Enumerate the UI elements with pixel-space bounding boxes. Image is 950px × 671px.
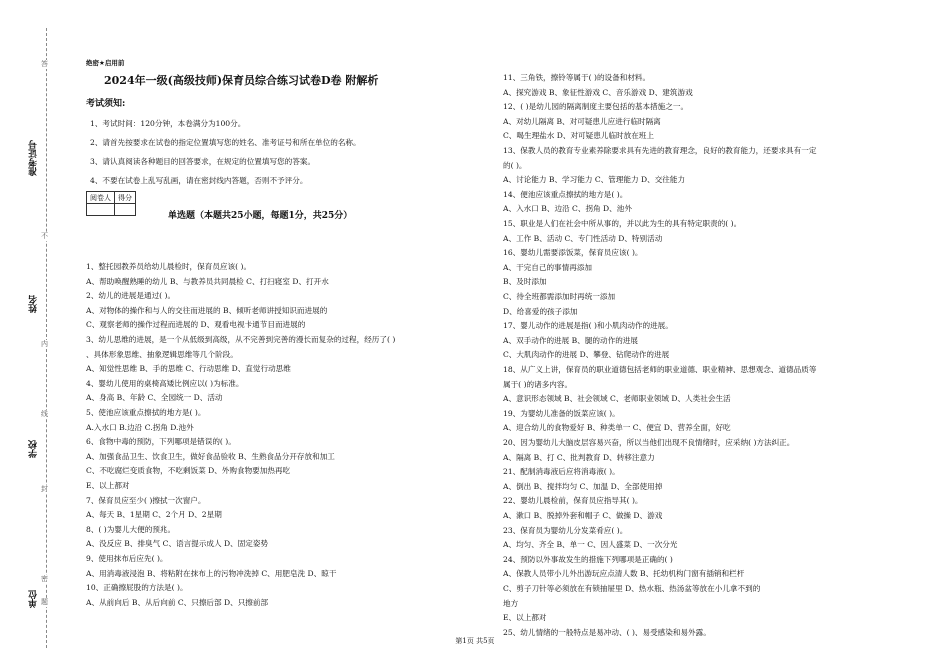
question-line: 10、正确擦屁股的方法是( )。 bbox=[86, 583, 188, 593]
question-line: 属于( )的诸多内容。 bbox=[503, 379, 573, 389]
question-line: A、对幼儿隔离 B、对可疑患儿应进行临时隔离 bbox=[503, 116, 661, 126]
question-line: 16、婴幼儿需要添饭菜，保育员应该( )。 bbox=[503, 248, 643, 258]
question-line: C、不吃腐烂变质食物，不吃剩饭菜 D、外购食物要加热再吃 bbox=[86, 466, 291, 476]
question-line: A、知觉性思维 B、手的思维 C、行动思维 D、直觉行动思维 bbox=[86, 364, 291, 374]
question-line: A.入水口 B.边沿 C.拐角 D.池外 bbox=[86, 422, 194, 432]
question-line: 24、预防以外事故发生的措施下列哪项是正确的( ) bbox=[503, 554, 673, 564]
notice-item: 2、请首先按要求在试卷的指定位置填写您的姓名、准考证号和所在单位的名称。 bbox=[90, 138, 361, 147]
question-line: 5、使池应该重点擦拭的地方是( )。 bbox=[86, 408, 206, 417]
question-line: 8、( )为婴儿大便的预兆。 bbox=[86, 524, 176, 534]
question-line: A、没反应 B、排臭气 C、语言提示成人 D、固定姿势 bbox=[86, 539, 269, 549]
question-line: 4、婴幼儿使用的桌椅高矮比例应以( )为标准。 bbox=[86, 378, 244, 388]
question-line: A、入水口 B、边沿 C、拐角 D、池外 bbox=[503, 204, 632, 214]
question-line: C、大肌肉动作的进展 D、攀登、钻爬动作的进展 bbox=[503, 350, 670, 360]
question-line: A、迎合幼儿的食物爱好 B、种类单一 C、便宜 D、营养全面，好吃 bbox=[503, 423, 731, 433]
question-line: B、及时添加 bbox=[503, 277, 547, 287]
question-line: A、隔离 B、打 C、批判教育 D、转移注意力 bbox=[503, 452, 655, 462]
question-line: 11、三角铁，擦铃等属于( )的设备和材料。 bbox=[503, 73, 651, 82]
score-cell bbox=[87, 204, 115, 216]
question-line: A、帮助唤醒熟睡的幼儿 B、与教养员共同晨检 C、打扫寝室 D、打开水 bbox=[86, 276, 329, 286]
question-line: 9、使用抹布后应先( )。 bbox=[86, 554, 168, 563]
question-line: A、漱口 B、脱掉外套和帽子 C、做操 D、游戏 bbox=[503, 511, 663, 520]
page-title: 2024年一级(高级技师)保育员综合练习试卷D卷 附解析 bbox=[104, 74, 379, 87]
seal-mark: 密 bbox=[41, 575, 48, 583]
question-line: 3、幼儿思维的进展，是一个从低级到高级，从不完善到完善的漫长而复杂的过程，经历了( ) bbox=[86, 335, 396, 344]
question-line: 2、幼儿的进展是通过( )。 bbox=[86, 291, 176, 301]
section-title: 单选题（本题共25小题，每题1分，共25分） bbox=[168, 211, 353, 221]
question-line: C、喝生理盐水 D、对可疑患儿临时放在班上 bbox=[503, 131, 654, 141]
question-line: 、具体形象思维、抽象逻辑思维等几个阶段。 bbox=[86, 349, 238, 359]
question-line: A、工作 B、活动 C、专门性活动 D、特别活动 bbox=[503, 233, 663, 243]
question-line: 17、婴儿动作的进展是指( )和小肌肉动作的进展。 bbox=[503, 321, 673, 331]
question-line: 7、保育员应至少( )擦拭一次窗户。 bbox=[86, 495, 206, 505]
seal-line bbox=[46, 28, 47, 648]
question-line: 12、( )是幼儿园的隔离制度主要包括的基本措施之一。 bbox=[503, 102, 689, 112]
question-line: E、以上都对 bbox=[86, 481, 130, 490]
question-line: D、给喜爱的孩子添加 bbox=[503, 306, 578, 316]
notice-title: 考试须知: bbox=[86, 99, 126, 109]
question-line: A、倒出 B、搅拌均匀 C、加温 D、全部使用掉 bbox=[503, 481, 663, 491]
side-label-school: 学校 bbox=[29, 440, 39, 458]
seal-mark: 封 bbox=[41, 485, 48, 493]
score-cell bbox=[115, 204, 136, 216]
question-line: 的( )。 bbox=[503, 160, 527, 170]
seal-mark: 不 bbox=[41, 232, 48, 240]
question-line: A、均匀、齐全 B、单一 C、因人盛菜 D、一次分光 bbox=[503, 540, 678, 550]
seal-mark: 题 bbox=[41, 598, 48, 606]
question-line: 15、职业是人们在社会中所从事的，并以此为生的具有特定职责的( )。 bbox=[503, 219, 742, 228]
question-line: A、意识形态领域 B、社会领域 C、老师职业领域 D、人类社会生活 bbox=[503, 394, 731, 404]
question-line: 19、为婴幼儿准备的饭菜应该( )。 bbox=[503, 408, 620, 418]
notice-item: 3、请认真阅读各种题目的回答要求，在规定的位置填写您的答案。 bbox=[90, 157, 316, 166]
question-line: 18、从广义上讲，保育员的职业道德包括老师的职业道德、职业精神、思想观念、道德品质等 bbox=[503, 365, 817, 374]
question-line: A、身高 B、年龄 C、全园统一 D、活动 bbox=[86, 393, 223, 403]
question-line: A、干完自己的事情再添加 bbox=[503, 262, 593, 272]
question-line: 地方 bbox=[503, 598, 519, 608]
question-line: A、从前向后 B、从后向前 C、只擦后部 D、只擦前部 bbox=[86, 597, 269, 607]
seal-mark: 答 bbox=[41, 60, 48, 68]
question-line: 25、幼儿情绪的一般特点是易冲动、( )、易受感染和易外露。 bbox=[503, 627, 711, 637]
question-line: 13、保教人员的教育专业素养除要求具有先进的教育理念，良好的教育能力，还要求具有一定 bbox=[503, 146, 817, 155]
notice-item: 1、考试时间：120分钟，本卷满分为100分。 bbox=[90, 119, 246, 128]
side-label-unit: 单位 bbox=[29, 590, 39, 608]
question-line: A、双手动作的进展 B、腿的动作的进展 bbox=[503, 335, 638, 345]
question-line: E、以上都对 bbox=[503, 613, 547, 623]
question-line: A、探究游戏 B、象征性游戏 C、音乐游戏 D、建筑游戏 bbox=[503, 87, 693, 97]
question-line: C、观察老师的操作过程而进展的 D、观看电视卡通节目而进展的 bbox=[86, 320, 306, 330]
question-line: 20、因为婴幼儿大脑皮层容易兴奋，所以当他们出现不良情绪时，应采纳( )方法纠正。 bbox=[503, 438, 795, 447]
question-line: 23、保育员为婴幼儿分发菜肴应( )。 bbox=[503, 525, 628, 535]
side-label-exam-number: 准考证号 bbox=[29, 140, 39, 176]
question-line: 1、整托园教养员给幼儿晨检时，保育员应该( )。 bbox=[86, 262, 252, 271]
question-line: C、待全班都需添加时再统一添加 bbox=[503, 292, 616, 301]
question-line: A、用消毒液浸泡 B、将粘附在抹布上的污物冲洗掉 C、用肥皂洗 D、晾干 bbox=[86, 568, 337, 578]
question-line: A、讨论能力 B、学习能力 C、管理能力 D、交往能力 bbox=[503, 175, 686, 185]
side-label-name: 姓名 bbox=[29, 295, 39, 313]
question-line: A、加强食品卫生、饮食卫生，做好食品验收 B、生熟食品分开存放和加工 bbox=[86, 451, 335, 461]
question-line: C、剪子刀针等必须放在有锁抽屉里 D、热水瓶、热汤盆等放在小儿拿不到的 bbox=[503, 584, 761, 593]
question-line: A、保教人员带小儿外出游玩应点清人数 B、托幼机构门窗有插销和栏杆 bbox=[503, 569, 745, 579]
question-line: A、对物体的操作和与人的交往而进展的 B、倾听老师讲授知识而进展的 bbox=[86, 305, 328, 315]
question-line: 22、婴幼儿晨检前，保育员应指导其( )。 bbox=[503, 496, 643, 506]
question-line: 14、便池应该重点擦拭的地方是( )。 bbox=[503, 189, 628, 199]
notice-item: 4、不要在试卷上乱写乱画，请在密封线内答题，否则不予评分。 bbox=[90, 176, 308, 185]
score-box bbox=[86, 191, 136, 216]
score-label-grader: 阅卷人 bbox=[87, 192, 115, 204]
question-line: A、每天 B、1星期 C、2个月 D、2星期 bbox=[86, 510, 222, 520]
seal-mark: 线 bbox=[41, 410, 48, 418]
score-label-score: 得分 bbox=[115, 192, 136, 204]
page-footer: 第1页 共5页 bbox=[455, 637, 495, 645]
question-line: 21、配制消毒液后应将消毒液( )。 bbox=[503, 467, 620, 477]
secret-label: 绝密★启用前 bbox=[86, 59, 125, 67]
seal-mark: 内 bbox=[41, 340, 48, 348]
question-line: 6、食物中毒的预防，下列哪项是错误的( )。 bbox=[86, 437, 236, 447]
